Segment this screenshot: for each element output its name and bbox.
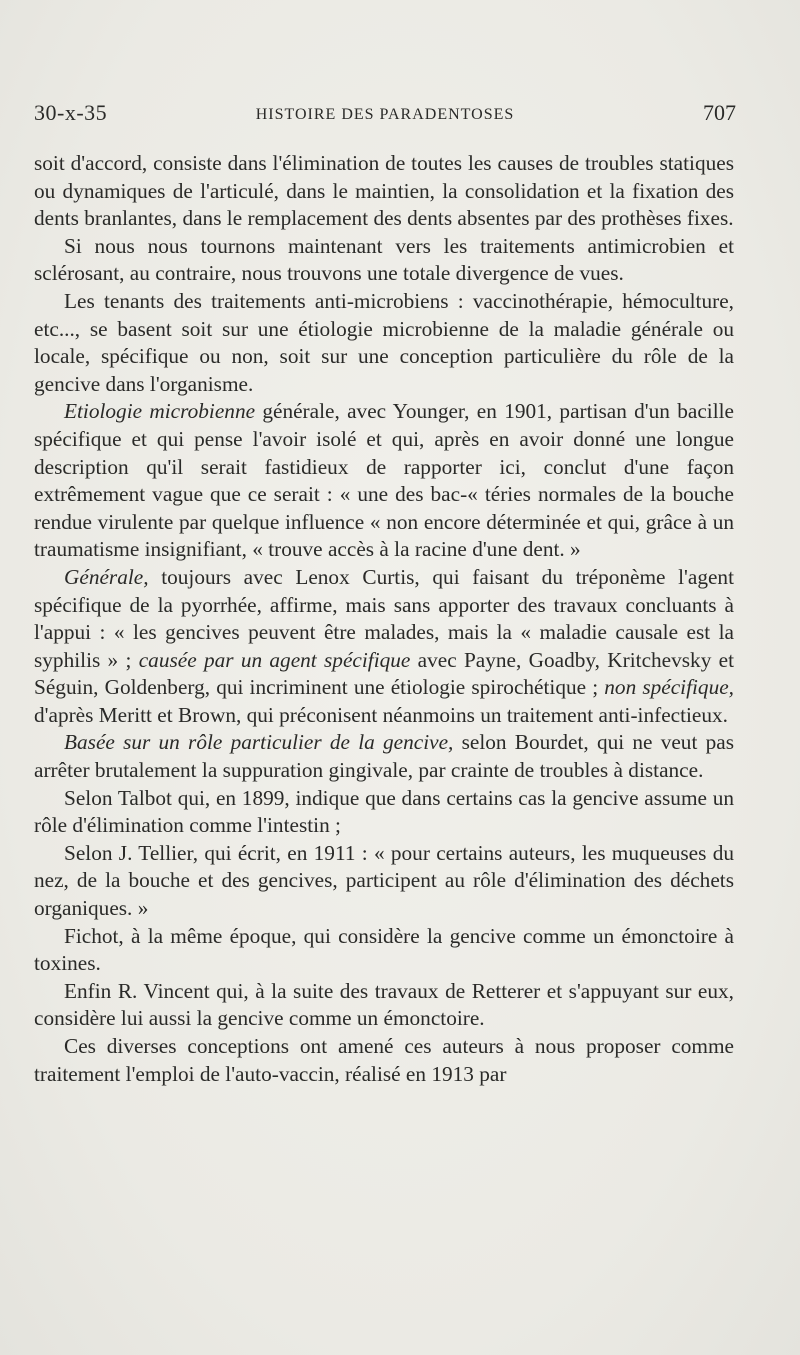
italic-term: Basée sur un rôle particulier de la gencive, [64, 730, 454, 755]
paragraph-text: générale, avec Younger, en 1901, partisan d'un bacille spécifique et qui pense l'avoir isolé et qui, après en avoir donné une longue description qu'il serait fastidieux de rapporter ici, conclut d'une façon extrêmement vague que ce serait : « une des bac-« téries normales de la bouche rendue virulente par quelque influence « non encore déterminée et qui, grâce à un traumatisme insignifiant, « trouve accès à la racine d'une dent. » [34, 399, 734, 562]
italic-term: causée par un agent spécifique [138, 647, 411, 672]
italic-term: non spécifique, [604, 675, 735, 700]
paragraph-text: d'après Meritt et Brown, qui préconisent néanmoins un traitement anti-infectieux. [34, 702, 729, 727]
paragraph [34, 729, 734, 784]
paragraph-text: selon Bourdet, qui ne veut pas arrêter brutalement la suppuration gingivale, par crainte de troubles à distance. [34, 730, 734, 783]
paragraph-text: toujours avec Lenox Curtis, qui faisant du tréponème l'agent spécifique de la pyorrhée, affirme, mais sans apporter des travaux concluants à l'appui : « les gencives peuvent être malades, mais la « maladie causale est la syphilis » ; [34, 564, 734, 672]
paragraph: Enfin R. Vincent qui, à la suite des travaux de Retterer et s'appuyant sur eux, considère lui aussi la gencive comme un émonctoire. [34, 978, 734, 1031]
running-title: HISTOIRE DES PARADENTOSES [255, 106, 515, 123]
paragraph [34, 398, 734, 564]
page-number: 707 [703, 100, 736, 125]
page-header [34, 100, 736, 136]
header-date: 30-x-35 [34, 100, 108, 125]
paragraph: Selon J. Tellier, qui écrit, en 1911 : « pour certains auteurs, les muqueuses du nez, de la bouche et des gencives, participent au rôle d'élimination des déchets organiques. » [34, 840, 734, 921]
paragraph: Ces diverses conceptions ont amené ces auteurs à nous proposer comme traitement l'emploi de l'auto-vaccin, réalisé en 1913 par [34, 1034, 734, 1086]
paragraph [34, 564, 734, 730]
body-text [34, 150, 734, 1088]
paragraph: Selon Talbot qui, en 1899, indique que dans certains cas la gencive assume un rôle d'élimination comme l'intestin ; [34, 785, 734, 838]
paragraph: Fichot, à la même époque, qui considère la gencive comme un émonctoire à toxines. [34, 923, 734, 976]
paragraph-text: avec Payne, Goadby, Kritchevsky et Séguin, Goldenberg, qui incriminent une étiologie spirochétique ; [34, 647, 735, 700]
paragraph: soit d'accord, consiste dans l'élimination de toutes les causes de troubles statiques ou dynamiques de l'articulé, dans le maintien, la consolidation et la fixation des dents branlantes, dans le remplacement des dents absentes par des prothèses fixes. [34, 151, 734, 231]
italic-term: Etiologie microbienne [64, 399, 256, 424]
paragraph: Si nous nous tournons maintenant vers les traitements antimicrobien et sclérosant, au contraire, nous trouvons une totale divergence de vues. [34, 233, 734, 286]
italic-term: Générale, [64, 564, 149, 589]
paragraph: Les tenants des traitements anti-microbiens : vaccinothérapie, hémoculture, etc..., se basent soit sur une étiologie microbienne de la maladie générale ou locale, spécifique ou non, soit sur une conception particulière du rôle de la gencive dans l'organisme. [34, 288, 734, 396]
